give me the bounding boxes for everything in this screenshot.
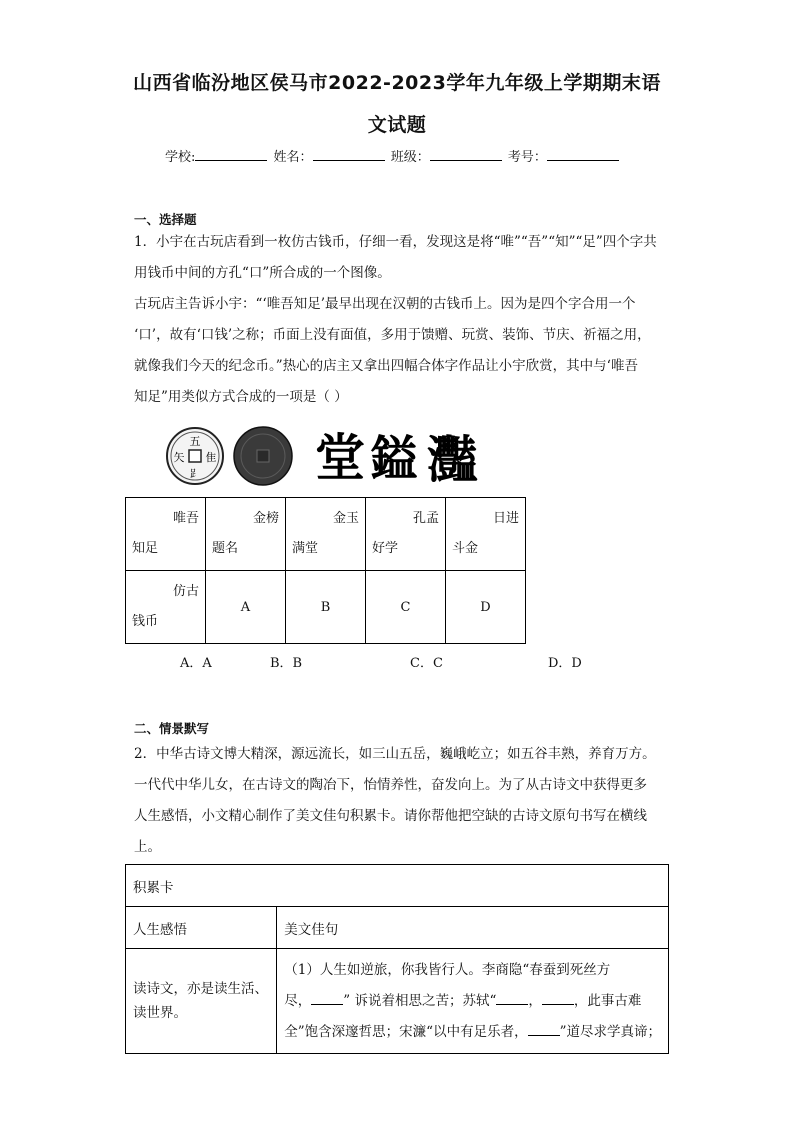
text-segment: ”道尽求学真谛； — [559, 1024, 661, 1040]
school-label: 学校: — [165, 150, 196, 165]
answer-blank[interactable] — [496, 992, 528, 1005]
name-label: 姓名： — [273, 150, 313, 165]
cell-line: 孔孟 — [412, 511, 439, 526]
table-cell — [126, 498, 206, 571]
card-left-cell — [126, 949, 277, 1054]
cell-line: 唯吾 — [172, 511, 199, 526]
section-choice-heading: 一、选择题 — [134, 212, 197, 227]
text-segment: ” 诉说着相思之苦；苏轼“ — [343, 993, 497, 1009]
text-segment: ，此事古难 — [573, 993, 642, 1009]
table-cell — [206, 498, 286, 571]
number-label: 考号： — [507, 150, 547, 165]
q1-line: 1．小宇在古玩店看到一枚仿古钱币，仔细一看，发现这是将“唯”“吾”“知”“足”四个字共 — [134, 234, 657, 250]
class-label: 班级： — [390, 150, 430, 165]
number-blank[interactable] — [547, 148, 619, 161]
q1-line: 就像我们今天的纪念币。”热心的店主又拿出四幅合体字作品让小宇欣赏，其中与‘唯吾 — [134, 358, 638, 374]
cell-line: 满堂 — [292, 541, 319, 556]
q2-line: 一代代中华儿女，在古诗文的陶冶下，怡情养性，奋发向上。为了从古诗文中获得更多 — [134, 777, 647, 793]
card-right-line — [284, 986, 661, 1017]
card-header: 积累卡 — [126, 865, 669, 907]
text-segment: ， — [528, 993, 542, 1009]
glyph-d: 灩 — [427, 430, 477, 487]
table-cell: A — [206, 571, 286, 644]
name-blank[interactable] — [313, 148, 385, 161]
answer-blank[interactable] — [542, 992, 574, 1005]
cell-line: 金玉 — [332, 511, 359, 526]
answer-blank[interactable] — [528, 1023, 560, 1036]
table-cell — [286, 498, 366, 571]
cell-line: 知足 — [132, 541, 159, 556]
glyph-b: 堂 — [315, 428, 365, 487]
table-row — [126, 907, 669, 949]
student-info-row — [165, 146, 621, 165]
glyph-c: 鎰 — [370, 431, 419, 487]
table-cell — [446, 498, 526, 571]
q1-line: 用钱币中间的方孔“口”所合成的一个图像。 — [134, 265, 391, 281]
choice-c[interactable]: C．C — [410, 656, 443, 671]
q2-line: 2．中华古诗文博大精深，源远流长，如三山五岳，巍峨屹立；如五谷丰熟，养育万方。 — [134, 746, 656, 762]
coin-char-top: 五 — [189, 435, 201, 448]
coin-char-bottom: 𧾷 — [190, 469, 200, 480]
cell-line: 斗金 — [452, 541, 479, 556]
table-row — [126, 865, 669, 907]
card-col-header: 人生感悟 — [126, 907, 277, 949]
exam-title-line1: 山西省临汾地区侯马市2022-2023学年九年级上学期期末语 — [133, 72, 661, 94]
section-dictation-heading: 二、情景默写 — [134, 721, 210, 736]
table-row — [126, 498, 526, 571]
answer-blank[interactable] — [311, 992, 343, 1005]
question-2-text — [134, 739, 670, 863]
cell-line: 好学 — [372, 541, 399, 556]
table-cell: B — [286, 571, 366, 644]
exam-title-line2: 文试题 — [367, 114, 427, 136]
q2-line: 上。 — [134, 839, 161, 855]
card-left-line: 读诗文，亦是读生活、 — [133, 981, 268, 997]
calligraphy-images-svg — [165, 425, 485, 487]
cell-line: 钱币 — [132, 614, 159, 629]
card-right-line: （1）人生如逆旅，你我皆行人。李商隐“春蚕到死丝方 — [284, 962, 611, 978]
question-1-text — [134, 227, 670, 413]
coin-char-left: 矢 — [173, 451, 185, 464]
coin-char-right: 隹 — [205, 451, 217, 464]
class-blank[interactable] — [430, 148, 502, 161]
card-left-line: 读世界。 — [133, 1005, 187, 1021]
cell-line: 题名 — [212, 541, 239, 556]
table-row — [126, 949, 669, 1054]
choice-a[interactable]: A．A — [180, 656, 212, 671]
table-cell: C — [366, 571, 446, 644]
text-segment: 全”饱含深邃哲思；宋濂“以中有足乐者， — [284, 1024, 528, 1040]
card-right-cell — [277, 949, 669, 1054]
coin-image-dark — [234, 427, 292, 485]
q1-line: 古玩店主告诉小宇：“‘唯吾知足’最早出现在汉朝的古钱币上。因为是四个字合用一个 — [134, 296, 636, 312]
choice-b[interactable]: B．B — [270, 656, 303, 671]
table-cell — [126, 571, 206, 644]
table-cell — [366, 498, 446, 571]
options-table — [125, 497, 526, 644]
card-right-line — [284, 1017, 661, 1048]
q1-line: ‘口’，故有‘口钱’之称；币面上没有面值，多用于馈赠、玩赏、装饰、节庆、祈福之用， — [134, 327, 651, 343]
choice-d[interactable]: D．D — [548, 656, 582, 671]
calligraphy-images — [165, 425, 485, 487]
accumulation-card — [125, 864, 669, 1054]
cell-line: 仿古 — [172, 584, 199, 599]
q1-line: 知足”用类似方式合成的一项是（ ） — [134, 389, 348, 405]
coin-image-a — [167, 428, 223, 484]
table-row — [126, 571, 526, 644]
cell-line: 金榜 — [252, 511, 279, 526]
school-blank[interactable] — [195, 148, 267, 161]
card-col-header: 美文佳句 — [277, 907, 669, 949]
table-cell: D — [446, 571, 526, 644]
text-segment: 尽， — [284, 993, 312, 1009]
cell-line: 日进 — [492, 511, 519, 526]
q2-line: 人生感悟，小文精心制作了美文佳句积累卡。请你帮他把空缺的古诗文原句书写在横线 — [134, 808, 647, 824]
